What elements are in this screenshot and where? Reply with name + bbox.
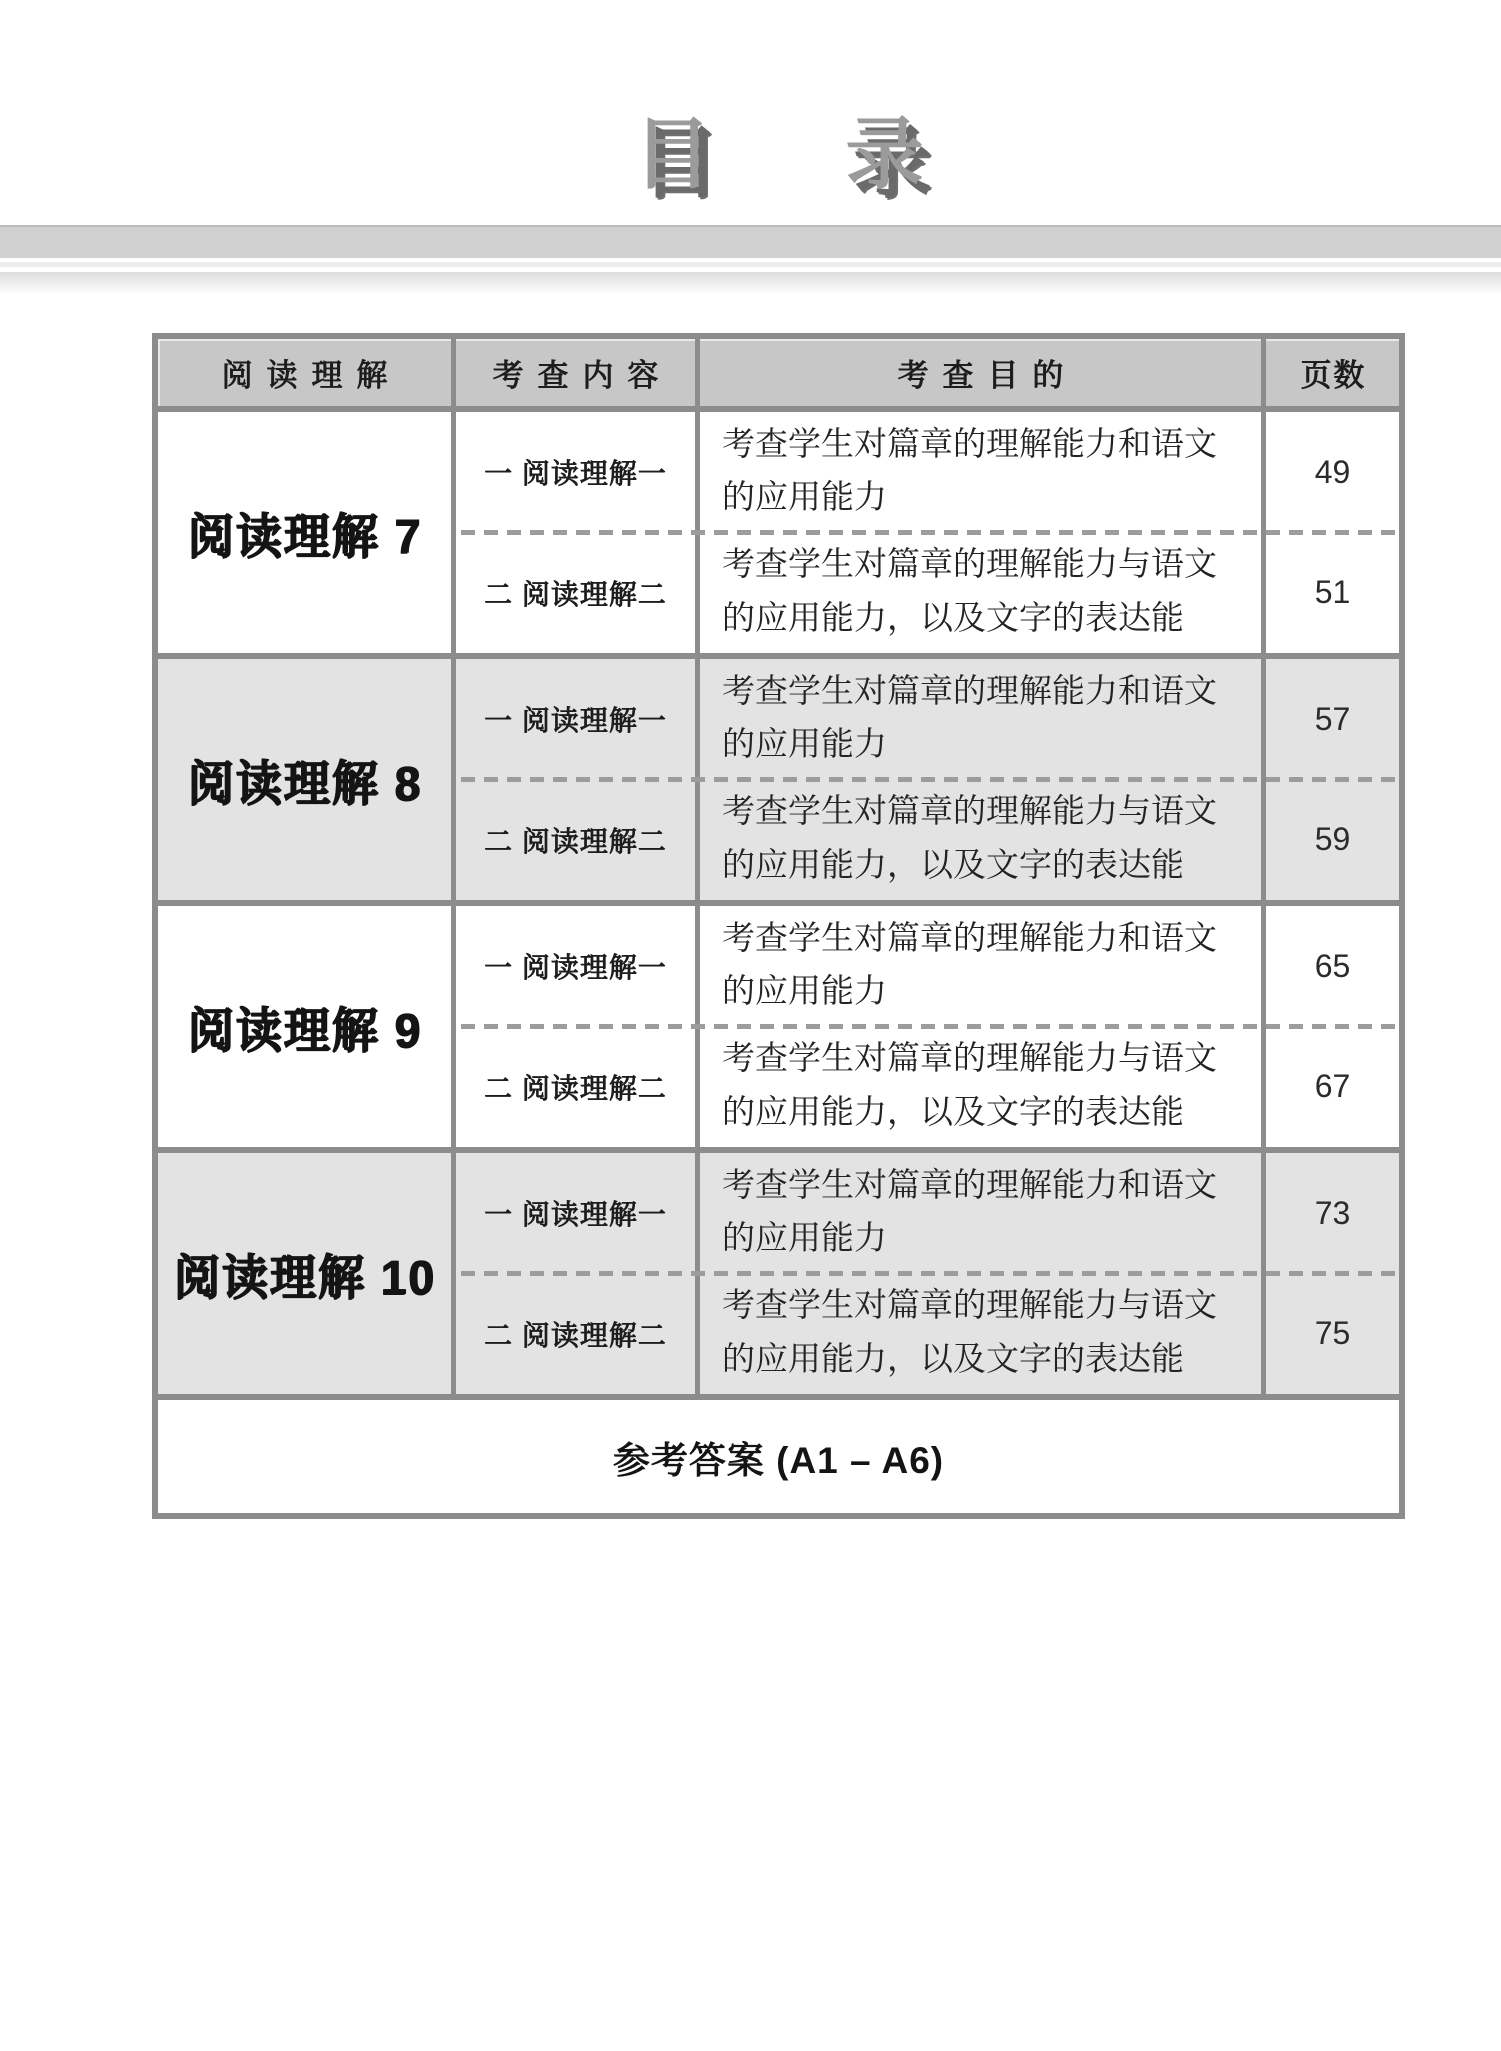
- page-number: 51: [1314, 574, 1351, 611]
- header-reading-comprehension: 阅读理解: [158, 339, 456, 406]
- purpose-text: 考查学生对篇章的理解能力与语文的应用能力，以及文字的表达能: [722, 547, 1217, 637]
- decor-band-thin: [0, 262, 1501, 267]
- page-column: [1266, 1153, 1399, 1394]
- content-column: [456, 412, 700, 653]
- purpose-text: 考查学生对篇章的理解能力和语文的应用能力: [722, 920, 1217, 1011]
- purpose-text: 考查学生对篇章的理解能力与语文的应用能力，以及文字的表达能: [722, 1288, 1217, 1378]
- header-test-content: 考查内容: [456, 339, 700, 406]
- page-number: 65: [1314, 947, 1351, 984]
- table-header-row: [158, 339, 1399, 412]
- page-column: [1266, 906, 1399, 1147]
- toc-block-10: [158, 1153, 1399, 1400]
- purpose-column: [700, 412, 1266, 653]
- toc-table: [152, 333, 1405, 1519]
- purpose-column: [700, 659, 1266, 900]
- page-number: 73: [1314, 1194, 1351, 1231]
- content-column: [456, 906, 700, 1147]
- header-test-purpose: 考查目的: [700, 339, 1266, 406]
- purpose-text: 考查学生对篇章的理解能力与语文的应用能力，以及文字的表达能: [722, 1041, 1217, 1131]
- content-label: 二 阅读理解二: [484, 578, 667, 610]
- content-label: 二 阅读理解二: [484, 825, 667, 857]
- page-title: 目 录: [633, 110, 980, 198]
- purpose-text: 考查学生对篇章的理解能力与语文的应用能力，以及文字的表达能: [722, 794, 1217, 884]
- decor-band-solid: [0, 225, 1501, 258]
- toc-block-9: [158, 906, 1399, 1153]
- page-number: 59: [1314, 821, 1351, 858]
- unit-label-cell: [158, 1153, 456, 1394]
- page-number: 49: [1314, 453, 1351, 490]
- content-column: [456, 659, 700, 900]
- content-label: 一 阅读理解一: [484, 1199, 667, 1231]
- purpose-column: [700, 1153, 1266, 1394]
- toc-block-7: [158, 412, 1399, 659]
- content-label: 一 阅读理解一: [484, 705, 667, 737]
- unit-label-cell: [158, 412, 456, 653]
- content-label: 二 阅读理解二: [484, 1072, 667, 1104]
- unit-label: 阅读理解 7: [187, 508, 422, 563]
- page-number: 57: [1314, 700, 1351, 737]
- unit-label: 阅读理解 9: [187, 1002, 422, 1057]
- content-label: 一 阅读理解一: [484, 458, 667, 490]
- purpose-text: 考查学生对篇章的理解能力和语文的应用能力: [722, 673, 1217, 764]
- toc-block-8: [158, 659, 1399, 906]
- unit-label: 阅读理解 10: [173, 1249, 436, 1304]
- page-number: 75: [1314, 1315, 1351, 1352]
- answer-key-row: 参考答案 (A1 – A6): [158, 1400, 1399, 1513]
- content-label: 一 阅读理解一: [484, 952, 667, 984]
- page-column: [1266, 412, 1399, 653]
- purpose-column: [700, 906, 1266, 1147]
- header-page-number: 页数: [1300, 358, 1367, 393]
- purpose-text: 考查学生对篇章的理解能力和语文的应用能力: [722, 426, 1217, 517]
- unit-label: 阅读理解 8: [187, 755, 422, 810]
- page-column: [1266, 659, 1399, 900]
- unit-label-cell: [158, 906, 456, 1147]
- decor-band-gradient: [0, 272, 1501, 294]
- page-number: 67: [1314, 1068, 1351, 1105]
- content-column: [456, 1153, 700, 1394]
- purpose-text: 考查学生对篇章的理解能力和语文的应用能力: [722, 1167, 1217, 1258]
- unit-label-cell: [158, 659, 456, 900]
- content-label: 二 阅读理解二: [484, 1319, 667, 1351]
